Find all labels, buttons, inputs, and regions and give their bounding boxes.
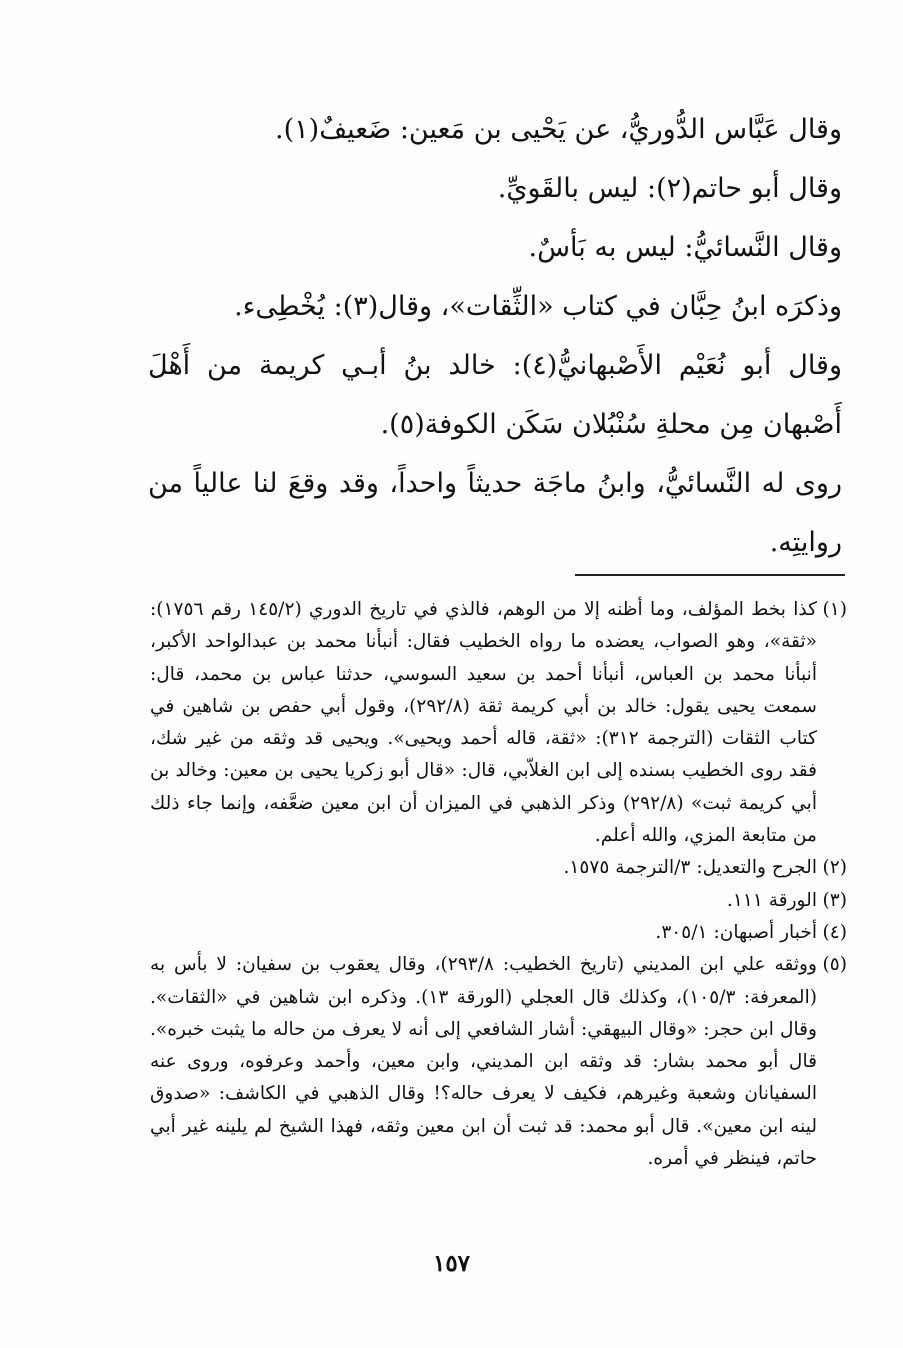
footnote-number: (٤) [822, 921, 847, 943]
footnote-number: (٢) [822, 857, 847, 879]
footnote-3 [150, 885, 847, 917]
footnote-2 [150, 852, 847, 884]
footnote-text: كذا بخط المؤلف، وما أظنه إلا من الوهم، فالذي في تاريخ الدوري (١٤٥/٢ رقم ١٧٥٦): «ثقة»، وهو الصواب، يعضده ما رواه الخطيب فقال: أنبأنا محمد بن عبدالواحد الأكبر، أنبأنا محمد بن العباس، أنبأنا أحمد بن سعيد السوسي، حدثنا عباس بن محمد، قال: سمعت يحيى يقول: خالد بن أبي كريمة ثقة (٢٩٢/٨)، وقول أبي حفص بن شاهين في كتاب الثقات (الترجمة ٣١٢): «ثقة، قاله أحمد ويحيى». ويحيى قد وثقه من غير شك، فقد روى الخطيب بسنده إلى ابن الغلاّبي، قال: «قال أبو زكريا يحيى بن معين: وخالد بن أبي كريمة ثبت» (٢٩٢/٨) وذكر الذهبي في الميزان أن ابن معين ضعَّفه، وإنما جاء ذلك من متابعة المزي، والله أعلم. [150, 599, 817, 847]
footnote-number: (٥) [822, 954, 847, 976]
paragraph-3: وقال النَّسائيُّ: ليس به بَأسٌ. [528, 232, 842, 263]
footnote-text: الورقة ١١١. [726, 889, 817, 911]
paragraph-4: وذكرَه ابنُ حِبَّان في كتاب «الثِّقات»، وقال(٣): يُخْطِىء. [234, 291, 842, 322]
paragraph-6: روى له النَّسائيُّ، وابنُ ماجَة حديثاً واحداً، وقد وقعَ لنا عالياً من روايتِه. [148, 468, 842, 558]
footnote-text: ووثقه علي ابن المديني (تاريخ الخطيب: ٢٩٣/٨)، وقال يعقوب بن سفيان: لا بأس به (المعرفة: ١٠٥/٣)، وكذلك قال العجلي (الورقة ١٣). وذكره ابن شاهين في «الثقات». وقال ابن حجر: «وقال البيهقي: أشار الشافعي إلى أنه لا يعرف من حاله ما يثبت خبره». قال أبو محمد بشار: قد وثقه ابن المديني، وابن معين، وأحمد وعرفوه، وروى عنه السفيانان وشعبة وغيرهم، فكيف لا يعرف حاله؟! وقال الذهبي في الكاشف: «صدوق لينه ابن معين». قال أبو محمد: قد ثبت أن ابن معين وثقه، فهذا الشيخ لم يلينه غير أبي حاتم، فينظر في أمره. [150, 954, 817, 1170]
footnote-text: الجرح والتعديل: ٣/الترجمة ١٥٧٥. [563, 857, 817, 879]
footnote-5 [150, 949, 847, 1175]
paragraph-5: وقال أبو نُعَيْم الأَصْبهانيُّ(٤): خالد بنُ أبـي كريمة من أَهْلَ أَصْبهان مِن محلةِ سُنْبُلان سَكَن الكوفة(٥). [148, 350, 842, 440]
main-text [148, 100, 842, 572]
paragraph-2: وقال أبو حاتم(٢): ليس بالقَويِّ. [497, 173, 842, 204]
page-number: ١٥٧ [432, 1250, 471, 1277]
paragraph-1: وقال عَبَّاس الدُّوريُّ، عن يَحْيى بن مَعين: ضَعيفٌ(١). [275, 114, 842, 145]
footnote-1 [150, 594, 847, 852]
footnote-text: أخبار أصبهان: ٣٠٥/١. [655, 921, 817, 943]
footnote-number: (١) [822, 599, 847, 620]
footnote-divider [575, 574, 845, 576]
footnote-4 [150, 917, 847, 949]
footnotes [150, 594, 847, 1175]
footnote-number: (٣) [822, 889, 847, 911]
